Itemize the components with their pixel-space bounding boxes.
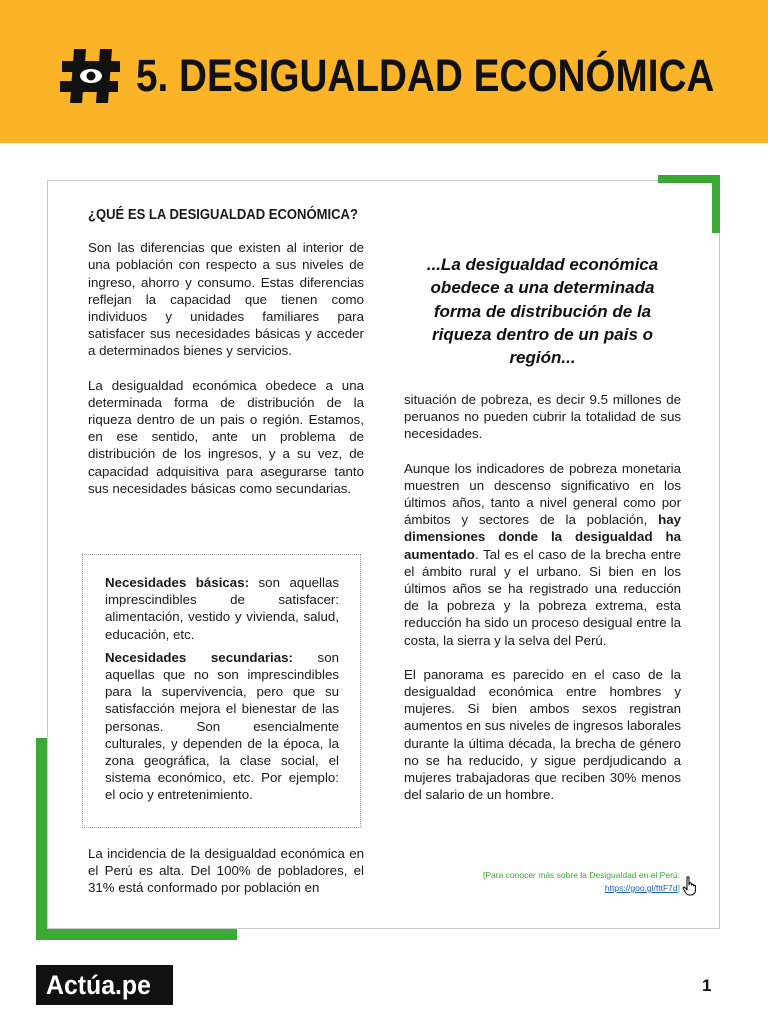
source-note [404, 869, 680, 895]
source-link[interactable]: https://goo.gl/fttF7d [604, 883, 678, 893]
source-label: [Para conocer más sobre la Desigualdad en el Perú: [482, 870, 680, 880]
gender-paragraph: El panorama es parecido en el caso de la desigualdad económica entre hombres y mujeres. Si bien ambos sexos registran aumentos en sus niveles de ingresos laborales durante la última década, la brecha de género no se ha reducido, y sigue perdjudicando a mujeres trabajadoras que reciben 30% menos del salario de un hombre. [404, 666, 681, 803]
section-heading: ¿QUÉ ES LA DESIGUALDAD ECONÓMICA? [88, 207, 358, 223]
incidence-paragraph: La incidencia de la desigualdad económica en el Perú es alta. Del 100% de pobladores, el 31% está conformado por población en [88, 846, 364, 896]
distribution-paragraph: La desigualdad económica obedece a una determinada forma de distribución de la riqueza dentro de un pais o región. Estamos, en ese sentido, ante un problema de distribución de los ingresos, y a su vez, de capacidad adquisitiva para asegurarse tanto sus necesidades básicas como secundarias. [88, 377, 364, 496]
brand-name: Actúa.pe [46, 970, 151, 1000]
indicators-text-start: Aunque los indicadores de pobreza monetaria muestren un descenso significativo en los últimos años, tanto a nivel general como por ámbitos y sectores de la población, [404, 460, 681, 528]
page-number: 1 [702, 976, 712, 995]
indicators-bold-text: hay dimensiones donde la desigualdad ha aumentado [404, 512, 681, 562]
hashtag-eye-icon [60, 47, 122, 105]
secondary-needs-definition [105, 649, 339, 804]
secondary-needs-text: son aquellas que no son imprescindibles para la supervivencia, pero que su satisfacción mejora el bienestar de las personas. Son esencialmente culturales, y dependen de la época, la zona geográfica, la clase social, el sistema económico, etc. Por ejemplo: el ocio y entretenimiento. [105, 649, 339, 803]
basic-needs-term: Necesidades básicas: [105, 575, 250, 590]
right-column [404, 391, 681, 803]
pull-quote: ...La desigualdad económica obedece a una determinada forma de distribución de la riqueza dentro de un pais o región... [426, 255, 659, 368]
definition-paragraph: Son las diferencias que existen al interior de una población con respecto a sus niveles de ingreso, ahorro y consumo. Estas diferencias reflejan la capacidad que tienen como individuos y unidades familiares para satisfacer sus necesidades básicas y acceder a determinados bienes y servicios. [88, 240, 364, 359]
left-column [88, 207, 364, 497]
hand-pointer-icon [682, 876, 698, 896]
indicators-text-end: . Tal es el caso de la brecha entre el ámbito rural y el urbano. Si bien en los últimos años se ha registrado una reducción de la pobreza y la pobreza extrema, esta reducción ha sido un proceso desigual entre la costa, la sierra y la selva del Perú. [404, 546, 681, 648]
corner-accent-bottom-horizontal [36, 929, 237, 940]
left-column-bottom [88, 845, 364, 897]
source-link-line [404, 882, 680, 895]
secondary-needs-term: Necesidades secundarias: [105, 649, 293, 665]
poverty-paragraph: situación de pobreza, es decir 9.5 millones de peruanos no pueden cubrir la totalidad de sus necesidades. [404, 392, 681, 442]
brand-logo [36, 965, 173, 1005]
indicators-paragraph [404, 460, 681, 649]
corner-accent-top-vertical [712, 175, 720, 233]
basic-needs-definition [105, 574, 339, 643]
corner-accent-bottom-vertical [36, 738, 47, 940]
page-title: 5. DESIGUALDAD ECONÓMICA [136, 50, 715, 101]
definitions-box [82, 554, 361, 828]
source-close-bracket: ] [677, 883, 680, 893]
corner-accent-top-horizontal [658, 175, 720, 183]
basic-needs-text: son aquellas imprescindibles de satisfacer: alimentación, vestido y vivienda, salud, educación, etc. [105, 575, 339, 642]
